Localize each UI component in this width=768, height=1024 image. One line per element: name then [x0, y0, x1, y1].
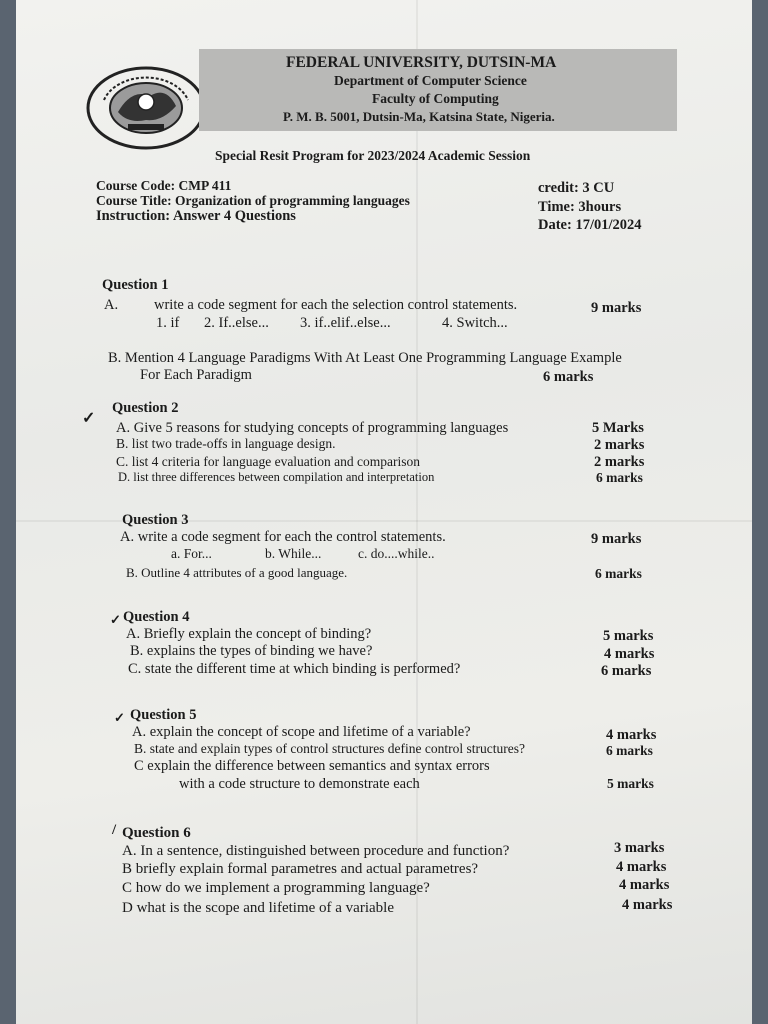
- q6-a-text: A. In a sentence, distinguished between procedure and function?: [122, 843, 510, 859]
- q1-b-line2: For Each Paradigm: [140, 367, 252, 383]
- q1-a-sub4: 4. Switch...: [442, 315, 508, 331]
- q5-b-text: B. state and explain types of control structures define control structures?: [134, 741, 526, 756]
- q5-c-marks: 5 marks: [607, 776, 654, 791]
- q2-b-text: B. list two trade-offs in language design.: [116, 436, 336, 451]
- check-mark-icon: ✓: [110, 612, 121, 627]
- q1-a-sub2: 2. If..else...: [204, 315, 269, 331]
- university-address: P. M. B. 5001, Dutsin-Ma, Katsina State, Nigeria.: [283, 109, 555, 124]
- q6-c-marks: 4 marks: [619, 877, 670, 893]
- q1-a-text: write a code segment for each the selection control statements.: [154, 297, 518, 313]
- course-code: Course Code: CMP 411: [96, 178, 232, 193]
- q3-b-text: B. Outline 4 attributes of a good language.: [126, 565, 348, 580]
- exam-paper: [16, 0, 752, 1024]
- check-mark-icon: ✓: [82, 410, 96, 427]
- q6-c-text: C how do we implement a programming language?: [122, 880, 430, 896]
- question-1-title: Question 1: [102, 277, 169, 293]
- question-2-title: Question 2: [112, 400, 179, 416]
- q2-d-marks: 6 marks: [596, 470, 643, 485]
- header-banner: [199, 49, 677, 131]
- q4-c-marks: 6 marks: [601, 663, 652, 679]
- q6-d-text: D what is the scope and lifetime of a variable: [122, 900, 394, 916]
- q4-c-text: C. state the different time at which binding is performed?: [128, 661, 461, 677]
- q6-d-marks: 4 marks: [622, 897, 673, 913]
- q5-a-marks: 4 marks: [606, 727, 657, 743]
- q2-a-marks: 5 Marks: [592, 420, 644, 436]
- q2-c-marks: 2 marks: [594, 454, 645, 470]
- q1-b-line1: B. Mention 4 Language Paradigms With At Least One Programming Language Example: [108, 350, 622, 366]
- q5-c-line2: with a code structure to demonstrate each: [179, 776, 420, 792]
- q3-a-text: A. write a code segment for each the control statements.: [120, 529, 446, 545]
- program-title: Special Resit Program for 2023/2024 Academic Session: [215, 148, 531, 163]
- question-5-title: Question 5: [130, 707, 197, 723]
- q5-b-marks: 6 marks: [606, 743, 653, 758]
- q2-b-marks: 2 marks: [594, 437, 645, 453]
- q3-a-sub2: b. While...: [265, 546, 322, 561]
- faculty-name: Faculty of Computing: [372, 91, 499, 106]
- q6-b-marks: 4 marks: [616, 859, 667, 875]
- q4-a-text: A. Briefly explain the concept of binding?: [126, 626, 372, 642]
- slash-mark-icon: /: [112, 822, 117, 838]
- q4-b-text: B. explains the types of binding we have?: [130, 643, 373, 659]
- q1-a-sub3: 3. if..elif..else...: [300, 315, 391, 331]
- q1-a-sub1: 1. if: [156, 315, 180, 331]
- q3-a-sub1: a. For...: [171, 546, 212, 561]
- q1-b-marks: 6 marks: [543, 369, 594, 385]
- q5-a-text: A. explain the concept of scope and lifetime of a variable?: [132, 724, 471, 740]
- question-6-title: Question 6: [122, 825, 191, 841]
- credit: credit: 3 CU: [538, 180, 615, 196]
- q3-b-marks: 6 marks: [595, 566, 642, 581]
- q2-d-text: D. list three differences between compilation and interpretation: [118, 470, 435, 484]
- q4-a-marks: 5 marks: [603, 628, 654, 644]
- q1-a-marks: 9 marks: [591, 300, 642, 316]
- question-4-title: Question 4: [123, 609, 190, 625]
- university-name: FEDERAL UNIVERSITY, DUTSIN-MA: [286, 54, 557, 71]
- check-mark-icon: ✓: [114, 710, 125, 725]
- course-title: Course Title: Organization of programming languages: [96, 193, 410, 208]
- q3-a-sub3: c. do....while..: [358, 546, 435, 561]
- q3-a-marks: 9 marks: [591, 531, 642, 547]
- q6-a-marks: 3 marks: [614, 840, 665, 856]
- q4-b-marks: 4 marks: [604, 646, 655, 662]
- q1-a-letter: A.: [104, 297, 119, 313]
- time: Time: 3hours: [538, 199, 622, 215]
- q2-c-text: C. list 4 criteria for language evaluation and comparison: [116, 454, 421, 469]
- instruction: Instruction: Answer 4 Questions: [96, 208, 296, 224]
- question-3-title: Question 3: [122, 512, 189, 528]
- date: Date: 17/01/2024: [538, 217, 642, 233]
- department-name: Department of Computer Science: [334, 73, 527, 88]
- university-logo: [84, 66, 208, 150]
- q6-b-text: B briefly explain formal parametres and actual parametres?: [122, 861, 479, 877]
- q2-a-text: A. Give 5 reasons for studying concepts of programming languages: [116, 420, 509, 436]
- q5-c-line1: C explain the difference between semantics and syntax errors: [134, 758, 490, 774]
